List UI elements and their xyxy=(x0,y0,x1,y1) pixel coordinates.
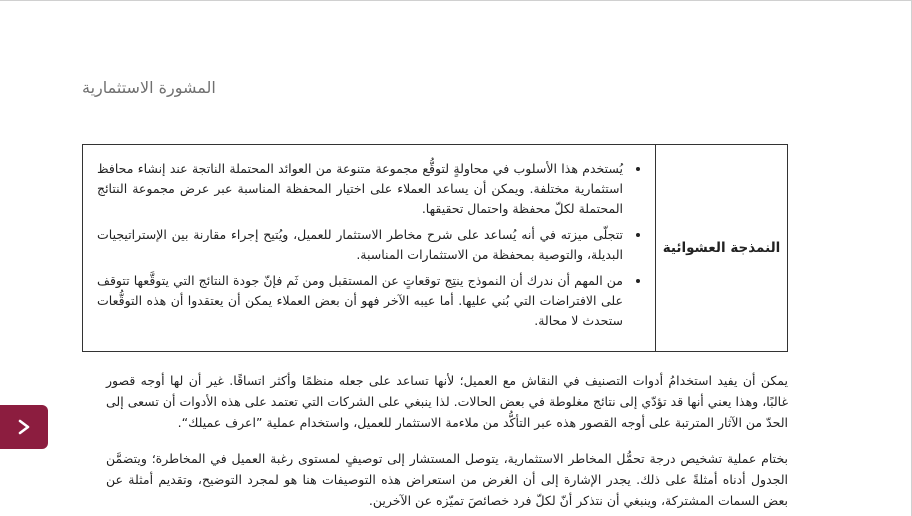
body-paragraph-2-container xyxy=(106,448,788,511)
chevron-right-icon xyxy=(15,418,33,436)
table-content-cell xyxy=(83,145,655,351)
next-page-button[interactable] xyxy=(0,405,48,449)
page-title: المشورة الاستثمارية xyxy=(82,78,216,97)
info-table xyxy=(82,144,788,352)
body-paragraph: بختام عملية تشخيص درجة تحمُّل المخاطر الاستثمارية، يتوصل المستشار إلى توصيفٍ لمستوى رغبة العميل في المخاطرة؛ ويتضمَّن الجدول أدناه أمثلةً على ذلك. يجدر الإشارة إلى أن الغرض من استعراض هذه التوصيفات هنا هو لمجرد التوضيح، وتقديم أمثلة عن بعض السمات المشتركة، وينبغي أن نتذكر أنّ لكلّ فرد خصائصَ تميّزه عن الآخرين. xyxy=(106,451,788,508)
table-label-cell: النمذجة العشوائية xyxy=(655,145,787,351)
bullet-item: • من المهم أن ندرك أن النموذج ينتِج توقعاتٍ عن المستقبل ومن ثَم فإنّ جودة النتائج التي يتوقَّعها تتوقف على الافتراضات التي بُني عليها. أما عيبه الآخر فهو أن بعض العملاء يمكن أن يعتقدوا أن هذه التوقُّعات ستحدث لا محالة. xyxy=(97,271,625,331)
body-paragraph: يمكن أن يفيد استخدامُ أدوات التصنيف في النقاش مع العميل؛ لأنها تساعد على جعله منظمًا وأكثر اتساقًا. غير أن لها أوجه قصور غالبًا، وهذا يعني أنها قد تؤدّي إلى نتائج مغلوطة في بعض الحالات. لذا ينبغي على الشركات التي تعتمد على هذه الأدوات أن تسعى إلى الحدّ من الآثار المترتبة على أوجه القصور هذه عبر التأكُّد من ملاءمة الاستثمار للعميل، واستخدام عملية ”اعرف عميلك“. xyxy=(106,373,788,430)
bullet-item: • تتجلّى ميزته في أنه يُساعد على شرح مخاطر الاستثمار للعميل، ويُتيح إجراء مقارنة بين الإستراتيجيات البديلة، والتوصية بمحفظة من الاستثمارات المناسبة. xyxy=(97,225,625,265)
top-border xyxy=(0,0,912,1)
body-paragraph-1-container xyxy=(106,370,788,433)
bullet-list xyxy=(97,159,643,331)
bullet-item: • يُستخدم هذا الأسلوب في محاولةٍ لتوقُّع مجموعة متنوعة من العوائد المحتملة الناتجة عند إنشاء محافظ استثمارية مختلفة. ويمكن أن يساعد العملاء على اختيار المحفظة المناسبة عبر عرض مجموعة النتائج المحتملة لكلّ محفظة واحتمال تحقيقها. xyxy=(97,159,625,219)
